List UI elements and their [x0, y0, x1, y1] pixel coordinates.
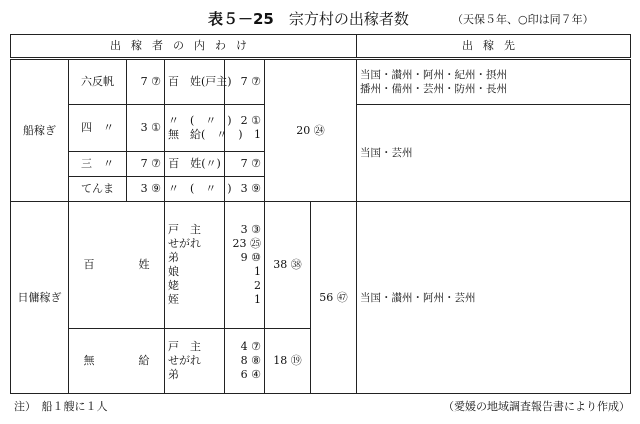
ship-destination-2: 当国・芸州 — [357, 105, 631, 202]
table-row — [11, 59, 631, 105]
workers-table — [10, 34, 631, 394]
day-label: 日傭稼ぎ — [11, 202, 69, 394]
role: 戸 主 — [168, 339, 201, 353]
role-count: 4 ⑦ — [240, 339, 261, 353]
status-count: 7 ⑦ — [225, 59, 265, 105]
status-count: 3 ⑨ — [225, 176, 265, 201]
title-main — [208, 8, 409, 29]
vessel-type: 三 〃 — [69, 151, 127, 176]
day-destination: 当国・讃州・阿州・芸州 — [357, 202, 631, 394]
role-count: 1 — [254, 292, 261, 306]
role-count: 1 — [254, 264, 261, 278]
title-note: （天保５年、○印は同７年） — [452, 13, 594, 26]
role: 弟 — [168, 250, 179, 264]
role: 戸 主 — [168, 222, 201, 236]
role: 娘 — [168, 264, 179, 278]
note-left: 注） 船１艘に１人 — [14, 400, 108, 413]
role: 弟 — [168, 367, 179, 381]
ship-destination-1 — [357, 59, 631, 105]
header-row — [11, 35, 631, 59]
role-count-list — [225, 328, 265, 393]
count-line: 1 — [254, 128, 261, 142]
table-number: 表５－25 — [208, 10, 274, 28]
role-count: 3 ③ — [240, 222, 261, 236]
role: せがれ — [168, 236, 201, 250]
ship-total: 20 ㉔ — [265, 59, 357, 202]
role: 姪 — [168, 292, 179, 306]
role-list — [165, 202, 225, 328]
header-breakdown: 出稼者の内わけ — [11, 35, 357, 59]
role: せがれ — [168, 353, 201, 367]
dest-line: 播州・備州・芸州・防州・長州 — [360, 83, 507, 96]
status-line: 無 給( 〃 ) — [168, 128, 243, 142]
group-subtotal: 38 ㊳ — [265, 202, 311, 328]
vessel-type: 四 〃 — [69, 105, 127, 151]
vessel-count: 3 ⑨ — [127, 176, 165, 201]
ship-label: 船稼ぎ — [11, 59, 69, 202]
dest-line: 当国・讃州・阿州・紀州・摂州 — [360, 69, 507, 82]
status-count: 7 ⑦ — [225, 151, 265, 176]
vessel-count: 7 ⑦ — [127, 151, 165, 176]
table-row — [11, 202, 631, 328]
day-total: 56 ㊼ — [311, 202, 357, 394]
role: 姥 — [168, 278, 179, 292]
group-subtotal: 18 ⑲ — [265, 328, 311, 393]
role-count: 9 ⑩ — [240, 250, 261, 264]
vessel-type: てんま — [69, 176, 127, 201]
vessel-type: 六反帆 — [69, 59, 127, 105]
status-line: 〃 ( 〃 ) — [168, 114, 232, 128]
status-cell — [165, 105, 243, 151]
group-label: 百 姓 — [69, 202, 165, 328]
header-destination: 出稼先 — [357, 35, 631, 59]
status-cell: 〃 ( 〃 ) — [165, 176, 225, 201]
role-count: 6 ④ — [240, 367, 261, 381]
role-list — [165, 328, 225, 393]
role-count: 23 ㉕ — [232, 236, 261, 250]
role-count-list — [225, 202, 265, 328]
table-title — [0, 8, 640, 30]
role-count: 2 — [254, 278, 261, 292]
note-source: （愛媛の地域調査報告書により作成） — [443, 400, 630, 413]
role-count: 8 ⑧ — [240, 353, 261, 367]
status-cell: 百 姓(戸主) — [165, 59, 225, 105]
group-label: 無 給 — [69, 328, 165, 393]
count-line: 2 ① — [240, 114, 261, 128]
status-cell: 百 姓(〃) — [165, 151, 225, 176]
vessel-count: 7 ⑦ — [127, 59, 165, 105]
table-caption: 宗方村の出稼者数 — [288, 10, 409, 28]
vessel-count: 3 ① — [127, 105, 165, 151]
